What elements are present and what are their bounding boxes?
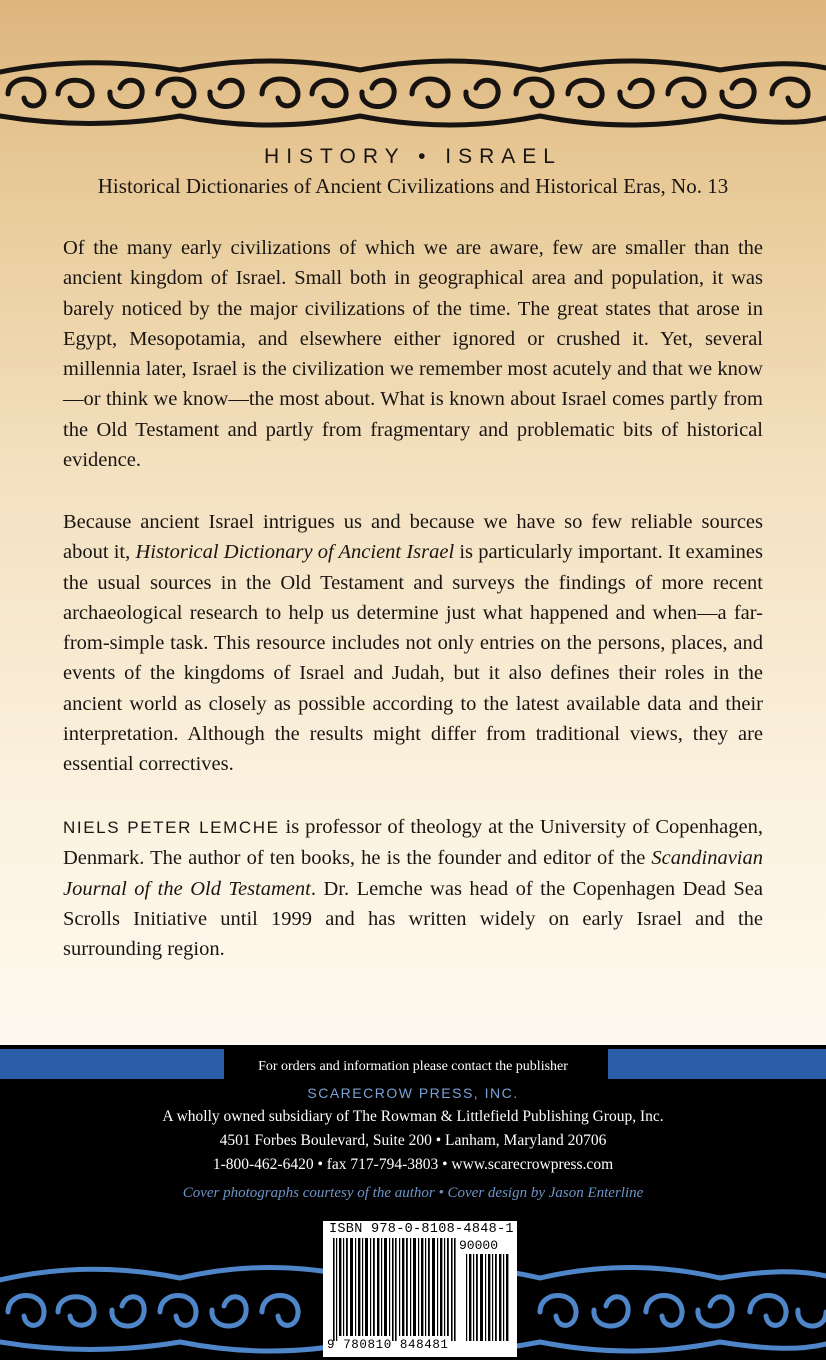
publisher-address: 4501 Forbes Boulevard, Suite 200 • Lanham, Maryland 20706 xyxy=(219,1132,607,1149)
publisher-name: SCARECROW PRESS, INC. xyxy=(307,1085,519,1101)
description-paragraph-2 xyxy=(63,507,763,780)
description-paragraph-1: Of the many early civilizations of which we are aware, few are smaller than the ancient kingdom of Israel. Small both in geographical area and population, it was barely noticed by the major civilizations of the time. The great states that arose in Egypt, Mesopotamia, and elsewhere either ignored or crushed it. Yet, several millennia later, Israel is the civilization we remember most acutely and that we know—or think we know—the most about. What is known about Israel comes partly from the Old Testament and partly from fragmentary and problematic bits of historical evidence. xyxy=(63,237,763,472)
book-title: Historical Dictionary of Ancient Israel xyxy=(135,541,455,564)
paragraph-2-intro: Because ancient Israel intrigues us and because we have so few reliable sources about it, xyxy=(63,511,763,564)
cover-credits: Cover photographs courtesy of the author • Cover design by Jason Enterline xyxy=(182,1185,644,1201)
price-addon-code: 90000 xyxy=(459,1238,499,1253)
publisher-footer xyxy=(0,1045,826,1360)
author-name: NIELS PETER LEMCHE xyxy=(63,818,280,837)
publisher-subsidiary: A wholly owned subsidiary of The Rowman & Littlefield Publishing Group, Inc. xyxy=(162,1108,664,1125)
author-bio xyxy=(63,812,763,964)
journal-title: Scandinavian Journal of the Old Testament xyxy=(63,847,763,900)
isbn-number: ISBN 978-0-8108-4848-1 xyxy=(329,1222,514,1237)
author-bio-text: is professor of theology at the University of Copenhagen, Denmark. The author of ten books, he is the founder and editor of the xyxy=(63,816,763,870)
barcode-bars xyxy=(331,1238,511,1341)
cover-header xyxy=(0,142,826,200)
ean-digits: 9 780810 848481 xyxy=(327,1338,449,1352)
subject-category: HISTORY • ISRAEL xyxy=(264,145,562,168)
series-title: Historical Dictionaries of Ancient Civilizations and Historical Eras, No. 13 xyxy=(97,174,729,198)
publisher-contact-numbers: 1-800-462-6420 • fax 717-794-3803 • www.scarecrowpress.com xyxy=(212,1156,614,1173)
contact-line: For orders and information please contact the publisher xyxy=(258,1059,568,1074)
barcode-panel xyxy=(323,1221,517,1357)
author-bio-text-end: . Dr. Lemche was head of the Copenhagen Dead Sea Scrolls Initiative until 1999 and has written widely on early Israel and the surrounding region. xyxy=(63,877,763,961)
top-swirl-ornament xyxy=(0,52,826,132)
paragraph-2-body: is particularly important. It examines the usual sources in the Old Testament and surveys the findings of more recent archaeological research to help us determine just what happened and when—a far-from-simple task. This resource includes not only entries on the persons, places, and events of the kingdoms of Israel and Judah, but it also defines their roles in the ancient world as closely as possible according to the latest available data and their interpretation. Although the results might differ from traditional views, they are essential correctives. xyxy=(63,541,763,776)
